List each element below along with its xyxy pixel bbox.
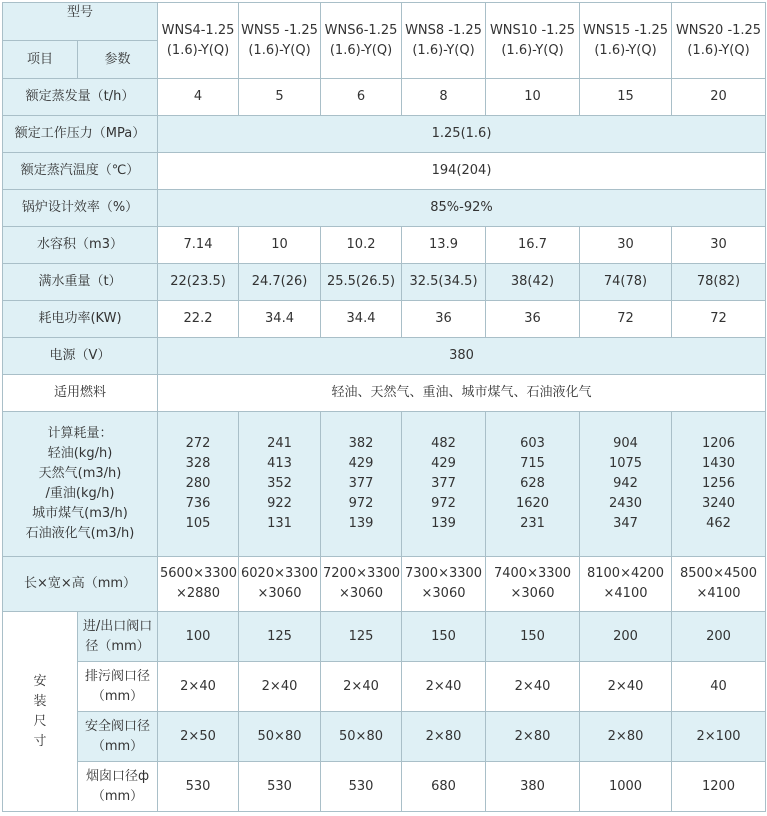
model-header-6 [580,3,672,79]
consumption-value: 241 [267,436,292,451]
value-cell: 680 [402,762,486,812]
value-cell: 2×100 [672,712,766,762]
install-item-label [78,712,158,762]
row-water-volume [3,227,766,264]
row-label: 电源（V） [3,338,158,375]
consumption-value: 280 [185,476,211,491]
model-variant: (1.6)-Y(Q) [329,42,393,58]
value-cell: 34.4 [239,301,321,338]
param-label-cell [78,41,158,79]
consumption-value: 1430 [701,456,736,471]
value-cell: 74(78) [580,264,672,301]
value-cell: 125 [321,612,402,662]
merged-value-cell: 1.25(1.6) [158,116,766,153]
dimension-cell [486,557,580,612]
install-char: 尺 [33,713,47,729]
row-label: 水容积（m3） [3,227,158,264]
dimension-line: ×3060 [510,586,555,601]
consumption-values-cell [402,412,486,557]
value-cell: 100 [158,612,239,662]
value-cell: 72 [672,301,766,338]
row-pressure [3,116,766,153]
consumption-value: 139 [431,516,456,531]
install-label-line: 排污阀口径 [85,668,151,684]
value-cell: 50×80 [239,712,321,762]
value-cell: 10 [239,227,321,264]
consumption-value: 1075 [608,456,643,471]
install-label-line: （mm） [91,788,144,804]
consumption-values-cell [321,412,402,557]
dimension-cell [239,557,321,612]
consumption-value: 352 [267,476,292,491]
dimension-cell [321,557,402,612]
value-cell: 2×40 [239,662,321,712]
install-label-line: （mm） [91,688,144,704]
install-label-line: 径（mm） [85,638,150,654]
model-label-cell [3,3,158,41]
consumption-label-cell [3,412,158,557]
consumption-value: 231 [520,516,545,531]
value-cell: 10.2 [321,227,402,264]
row-full-weight [3,264,766,301]
merged-value-cell: 轻油、天然气、重油、城市煤气、石油液化气 [158,375,766,412]
value-cell: 200 [580,612,672,662]
model-name: WNS5 -1.25 [241,22,318,38]
dimension-line: 8500×4500 [679,566,758,581]
consumption-value: 922 [267,496,292,511]
row-consumption [3,412,766,557]
value-cell: 30 [580,227,672,264]
row-label: 额定蒸发量（t/h） [3,79,158,116]
value-cell: 7.14 [158,227,239,264]
row-label: 额定工作压力（MPa） [3,116,158,153]
row-supply [3,338,766,375]
row-install-chimney [3,762,766,812]
row-install-drain [3,662,766,712]
model-name: WNS6-1.25 [324,22,398,38]
consumption-label-line: 石油液化气(m3/h) [25,526,135,541]
row-steam [3,79,766,116]
value-cell: 530 [158,762,239,812]
value-cell: 2×40 [158,662,239,712]
consumption-value: 904 [613,436,638,451]
consumption-value: 413 [267,456,292,471]
consumption-value: 377 [348,476,374,491]
consumption-value: 972 [431,496,456,511]
install-char: 寸 [33,733,47,749]
value-cell: 2×40 [580,662,672,712]
row-install-safety [3,712,766,762]
item-label-cell [3,41,78,79]
value-cell: 5 [239,79,321,116]
value-cell: 2×50 [158,712,239,762]
row-power [3,301,766,338]
value-cell: 530 [321,762,402,812]
install-label-line: 安全阀口径 [85,718,151,734]
dimension-cell [672,557,766,612]
dimension-line: 7400×3300 [493,566,572,581]
value-cell: 4 [158,79,239,116]
row-label: 额定蒸汽温度（℃） [3,153,158,190]
value-cell: 150 [486,612,580,662]
value-cell: 78(82) [672,264,766,301]
value-cell: 32.5(34.5) [402,264,486,301]
dimension-line: ×2880 [176,586,220,601]
value-cell: 2×40 [486,662,580,712]
value-cell: 1000 [580,762,672,812]
install-item-label [78,612,158,662]
consumption-values-cell [672,412,766,557]
consumption-value: 1620 [515,496,550,511]
consumption-value: 131 [267,516,292,531]
consumption-value: 105 [185,516,211,531]
consumption-value: 1206 [701,436,736,451]
value-cell: 25.5(26.5) [321,264,402,301]
consumption-value: 715 [520,456,545,471]
merged-value-cell: 380 [158,338,766,375]
row-label: 适用燃料 [3,375,158,412]
model-header-3 [321,3,402,79]
consumption-value: 272 [185,436,211,451]
row-dimensions [3,557,766,612]
merged-value-cell: 194(204) [158,153,766,190]
consumption-value: 377 [431,476,456,491]
merged-value-cell: 85%-92% [158,190,766,227]
header-row-1 [3,3,766,41]
consumption-value: 2430 [608,496,643,511]
consumption-value: 429 [431,456,456,471]
value-cell: 15 [580,79,672,116]
consumption-label-line: /重油(kg/h) [45,486,115,501]
consumption-value: 462 [706,516,731,531]
value-cell: 2×40 [321,662,402,712]
dimension-line: ×3060 [421,586,466,601]
consumption-value: 482 [431,436,456,451]
dimension-line: ×3060 [257,586,302,601]
param-label: 参数 [104,51,131,67]
value-cell: 2×80 [580,712,672,762]
value-cell: 36 [486,301,580,338]
install-label-line: 烟囱口径ф [85,768,150,784]
dimension-line: 5600×3300 [160,566,238,581]
dimension-line: 8100×4200 [586,566,665,581]
consumption-value: 347 [613,516,638,531]
model-variant: (1.6)-Y(Q) [594,42,657,58]
row-install-inlet [3,612,766,662]
row-fuel [3,375,766,412]
install-label-line: （mm） [91,738,144,754]
dimension-line: 7300×3300 [404,566,483,581]
install-char: 安 [33,673,47,689]
dimension-line: ×3060 [339,586,383,601]
model-header-2 [239,3,321,79]
consumption-value: 139 [348,516,374,531]
value-cell: 150 [402,612,486,662]
value-cell: 6 [321,79,402,116]
value-cell: 20 [672,79,766,116]
model-name: WNS4-1.25 [161,22,235,38]
value-cell: 36 [402,301,486,338]
install-label-line: 进/出口阀口 [82,618,153,634]
value-cell: 2×80 [402,712,486,762]
row-efficiency [3,190,766,227]
consumption-values-cell [239,412,321,557]
model-name: WNS10 -1.25 [489,22,576,38]
value-cell: 1200 [672,762,766,812]
consumption-label-line: 计算耗量： [47,426,113,441]
value-cell: 38(42) [486,264,580,301]
model-header-1 [158,3,239,79]
model-header-7 [672,3,766,79]
consumption-value: 603 [520,436,545,451]
row-label: 锅炉设计效率（%） [3,190,158,227]
dimension-cell [158,557,239,612]
consumption-value: 328 [185,456,211,471]
model-label: 型号 [67,5,94,20]
model-variant: (1.6)-Y(Q) [166,42,230,58]
row-temp [3,153,766,190]
install-item-label [78,662,158,712]
consumption-value: 736 [185,496,211,511]
value-cell: 22.2 [158,301,239,338]
consumption-label-line: 城市煤气(m3/h) [32,506,128,521]
value-cell: 24.7(26) [239,264,321,301]
consumption-values-cell [486,412,580,557]
value-cell: 34.4 [321,301,402,338]
consumption-value: 1256 [701,476,736,491]
value-cell: 13.9 [402,227,486,264]
model-variant: (1.6)-Y(Q) [412,42,475,58]
value-cell: 10 [486,79,580,116]
value-cell: 40 [672,662,766,712]
install-group-label [3,612,78,812]
model-name: WNS20 -1.25 [675,22,762,38]
install-char: 装 [33,693,47,709]
row-label: 耗电功率(KW) [3,301,158,338]
value-cell: 200 [672,612,766,662]
install-item-label [78,762,158,812]
dimension-line: ×4100 [603,586,648,601]
model-variant: (1.6)-Y(Q) [687,42,750,58]
model-name: WNS15 -1.25 [582,22,669,38]
consumption-label-line: 轻油(kg/h) [47,446,113,461]
value-cell: 16.7 [486,227,580,264]
model-header-5 [486,3,580,79]
value-cell: 22(23.5) [158,264,239,301]
dimension-line: 6020×3300 [241,566,319,581]
value-cell: 50×80 [321,712,402,762]
model-header-4 [402,3,486,79]
dimension-line: ×4100 [696,586,741,601]
boiler-spec-table [2,2,766,812]
consumption-label-line: 天然气(m3/h) [38,466,122,481]
dimension-cell [402,557,486,612]
model-variant: (1.6)-Y(Q) [248,42,311,58]
consumption-values-cell [158,412,239,557]
value-cell: 30 [672,227,766,264]
value-cell: 2×80 [486,712,580,762]
consumption-values-cell [580,412,672,557]
consumption-value: 628 [520,476,545,491]
consumption-value: 942 [613,476,638,491]
value-cell: 380 [486,762,580,812]
value-cell: 530 [239,762,321,812]
value-cell: 8 [402,79,486,116]
model-variant: (1.6)-Y(Q) [501,42,564,58]
row-label: 满水重量（t） [3,264,158,301]
dimension-cell [580,557,672,612]
model-name: WNS8 -1.25 [405,22,482,38]
consumption-value: 3240 [701,496,736,511]
consumption-value: 382 [348,436,374,451]
consumption-value: 429 [348,456,374,471]
value-cell: 125 [239,612,321,662]
value-cell: 2×40 [402,662,486,712]
row-label: 长×宽×高（mm） [3,557,158,612]
value-cell: 72 [580,301,672,338]
item-label: 项目 [26,51,53,67]
dimension-line: 7200×3300 [323,566,401,581]
consumption-value: 972 [348,496,374,511]
